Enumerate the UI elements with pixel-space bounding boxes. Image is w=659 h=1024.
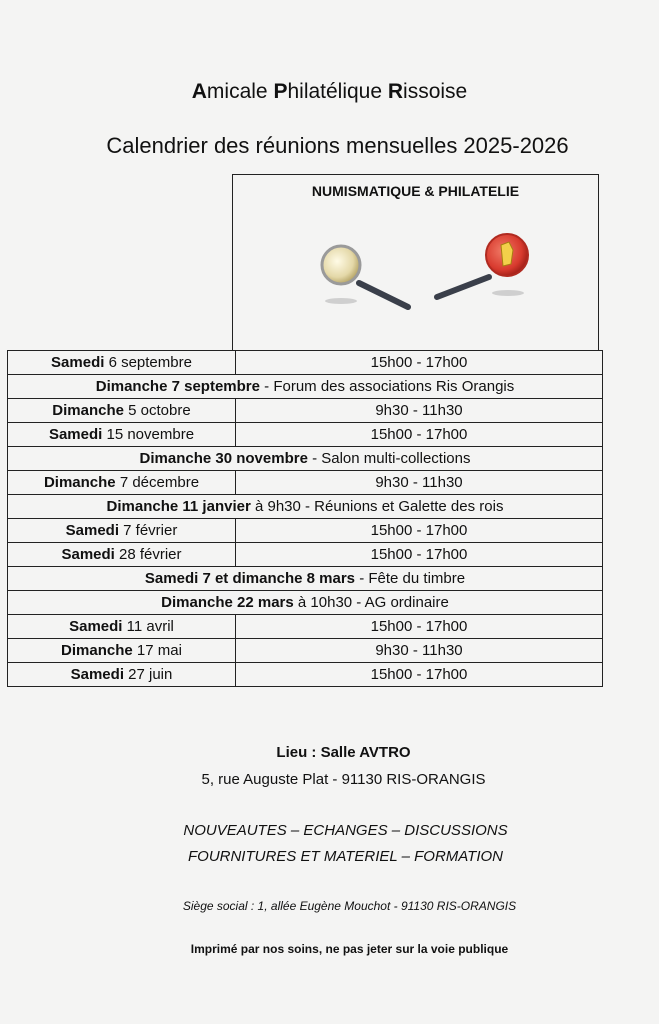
- magnifier-coin-icon: [322, 246, 408, 307]
- meeting-date-text: 6 septembre: [104, 354, 192, 371]
- schedule-row: [8, 519, 603, 543]
- page-subtitle: Calendrier des réunions mensuelles 2025-2026: [106, 133, 569, 158]
- slogan-line-1: NOUVEAUTES – ECHANGES – DISCUSSIONS: [183, 822, 508, 839]
- meeting-date-text: 28 février: [114, 546, 182, 563]
- meeting-time: 15h00 - 17h00: [236, 423, 603, 447]
- meeting-day: Samedi: [61, 546, 115, 563]
- organization-name-part: issoise: [403, 80, 468, 103]
- special-event: [8, 495, 603, 519]
- meeting-time: 15h00 - 17h00: [236, 615, 603, 639]
- meeting-day: Samedi: [51, 354, 105, 371]
- meeting-date-text: 5 octobre: [123, 402, 191, 419]
- special-event: [8, 591, 603, 615]
- schedule-row: [8, 591, 603, 615]
- meeting-day: Dimanche: [43, 474, 116, 491]
- event-description: - Fête du timbre: [355, 570, 466, 587]
- illustration: [233, 225, 600, 335]
- meeting-date: [8, 543, 236, 567]
- meeting-date: [8, 399, 236, 423]
- meeting-day: Samedi: [48, 426, 103, 443]
- schedule-row: [8, 639, 603, 663]
- schedule-row: [8, 543, 603, 567]
- meeting-date: [8, 615, 236, 639]
- organization-name-part: micale: [206, 80, 274, 103]
- venue-address: 5, rue Auguste Plat - 91130 RIS-ORANGIS: [201, 771, 486, 788]
- schedule-row: [8, 495, 603, 519]
- magnifier-stamp-icon: [437, 234, 528, 297]
- event-description: à 9h30 - Réunions et Galette des rois: [250, 498, 504, 515]
- schedule-row: [8, 351, 603, 375]
- meeting-date-text: 11 avril: [122, 618, 174, 635]
- schedule-table: [7, 350, 603, 687]
- meeting-date: [8, 423, 236, 447]
- event-date: Dimanche 7 septembre: [95, 378, 260, 395]
- meeting-date: [8, 519, 236, 543]
- meeting-time: 9h30 - 11h30: [236, 639, 603, 663]
- meeting-date-text: 17 mai: [132, 642, 182, 659]
- meeting-date-text: 7 février: [119, 522, 178, 539]
- event-description: - Forum des associations Ris Orangis: [259, 378, 515, 395]
- meeting-time: 9h30 - 11h30: [236, 399, 603, 423]
- event-date: Dimanche 11 janvier: [106, 498, 251, 515]
- meeting-time: 15h00 - 17h00: [236, 663, 603, 687]
- special-event: [8, 375, 603, 399]
- event-date: Dimanche 22 mars: [161, 594, 294, 611]
- illustration-box: [232, 174, 599, 350]
- schedule-row: [8, 471, 603, 495]
- meeting-time: 15h00 - 17h00: [236, 543, 603, 567]
- meeting-day: Samedi: [69, 618, 123, 635]
- event-date: Samedi 7 et dimanche 8 mars: [144, 570, 356, 587]
- meeting-day: Dimanche: [61, 642, 133, 659]
- head-office-address: Siège social : 1, allée Eugène Mouchot - 91130 RIS-ORANGIS: [182, 899, 517, 913]
- organization-name-part: hilatélique: [287, 80, 388, 103]
- organization-name-part: R: [387, 80, 404, 103]
- organization-name-part: A: [191, 80, 207, 103]
- organization-name-part: P: [273, 80, 288, 103]
- schedule-row: [8, 375, 603, 399]
- organization-name: [0, 80, 659, 104]
- meeting-day: Dimanche: [52, 402, 124, 419]
- schedule-row: [8, 567, 603, 591]
- meeting-date: [8, 471, 236, 495]
- meeting-day: Samedi: [70, 666, 124, 683]
- event-description: - Salon multi-collections: [307, 450, 471, 467]
- schedule-row: [8, 615, 603, 639]
- print-notice: Imprimé par nos soins, ne pas jeter sur la voie publique: [190, 942, 509, 956]
- event-description: à 10h30 - AG ordinaire: [293, 594, 449, 611]
- meeting-date-text: 27 juin: [123, 666, 173, 683]
- meeting-date-text: 15 novembre: [102, 426, 195, 443]
- meeting-time: 15h00 - 17h00: [236, 351, 603, 375]
- event-date: Dimanche 30 novembre: [139, 450, 308, 467]
- special-event: [8, 567, 603, 591]
- meeting-time: 15h00 - 17h00: [236, 519, 603, 543]
- schedule-row: [8, 399, 603, 423]
- venue-label: Lieu : Salle AVTRO: [276, 744, 411, 761]
- meeting-date: [8, 663, 236, 687]
- schedule-row: [8, 423, 603, 447]
- slogan-line-2: FOURNITURES ET MATERIEL – FORMATION: [187, 848, 504, 865]
- meeting-date: [8, 639, 236, 663]
- meeting-day: Samedi: [65, 522, 119, 539]
- meeting-date-text: 7 décembre: [115, 474, 200, 491]
- special-event: [8, 447, 603, 471]
- schedule-row: [8, 447, 603, 471]
- illustration-title: NUMISMATIQUE & PHILATELIE: [311, 183, 520, 199]
- schedule-row: [8, 663, 603, 687]
- meeting-date: [8, 351, 236, 375]
- meeting-time: 9h30 - 11h30: [236, 471, 603, 495]
